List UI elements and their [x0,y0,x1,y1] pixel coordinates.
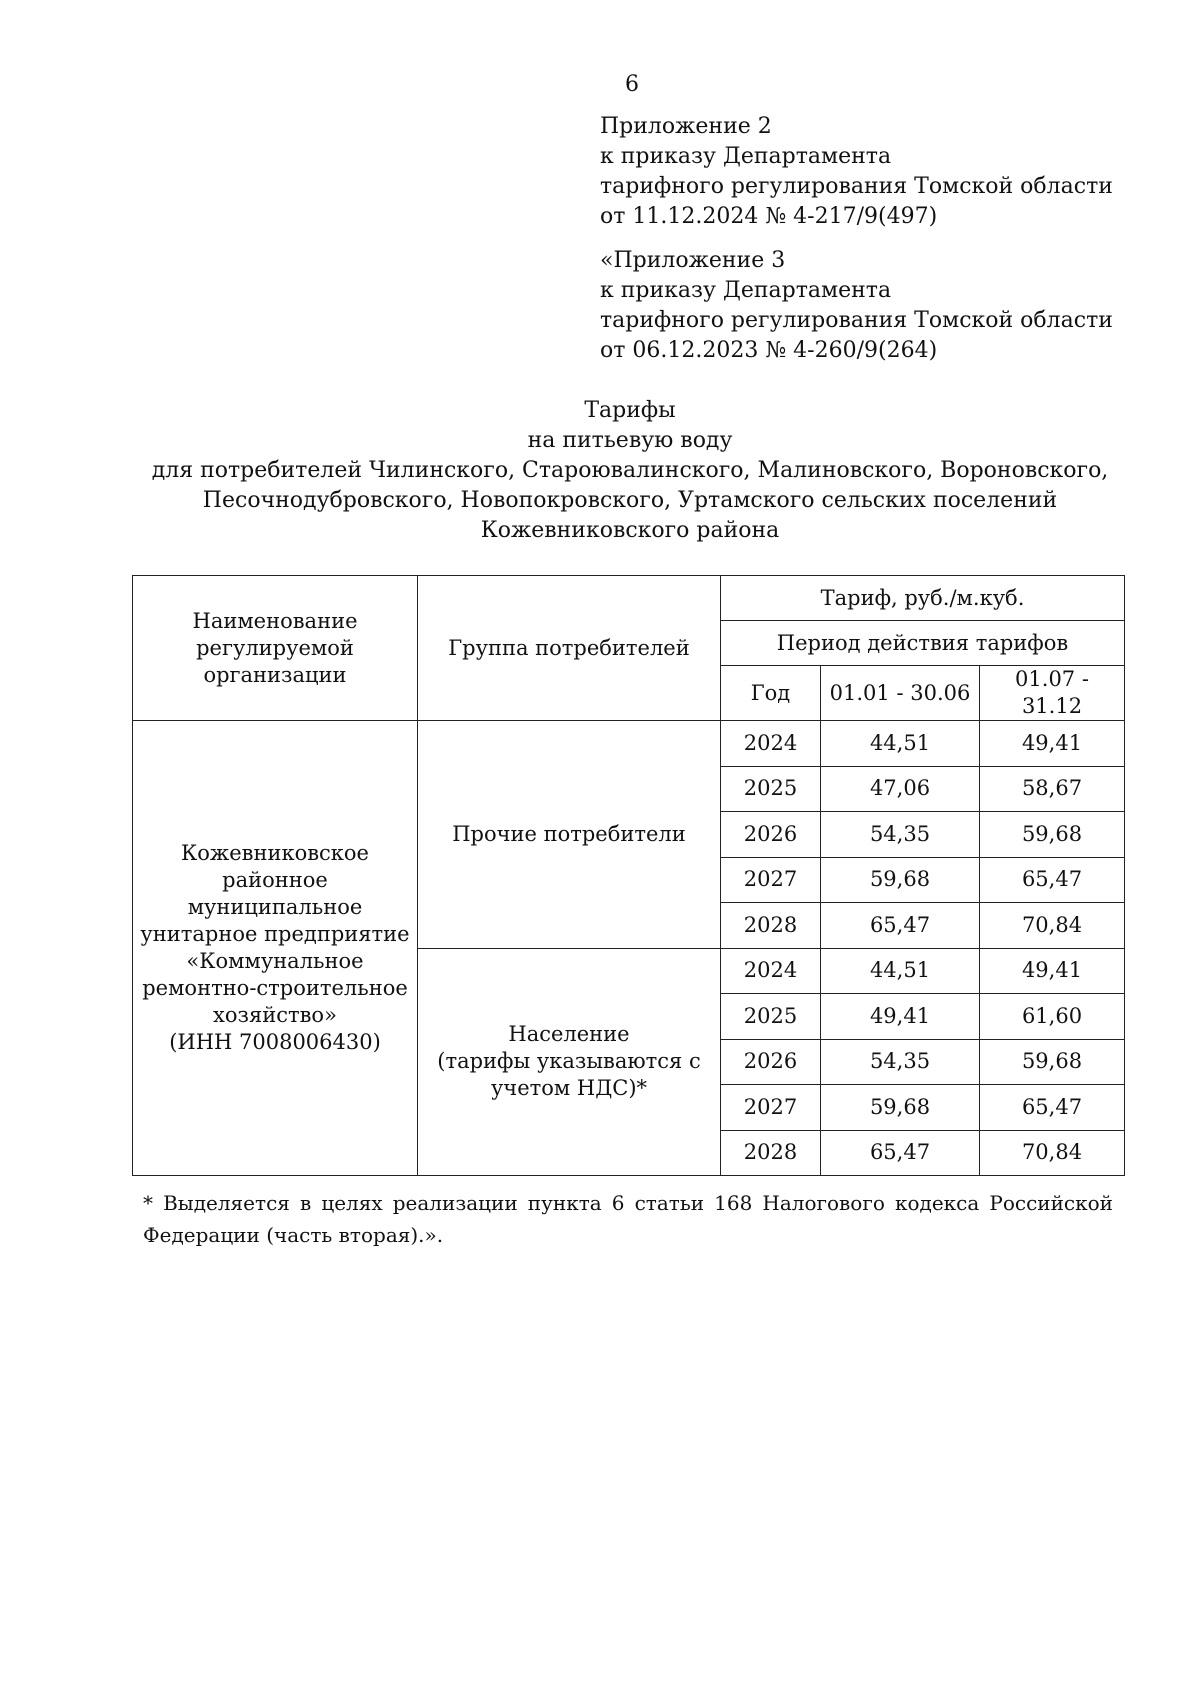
organization-cell [133,721,418,1176]
tariff-h1-cell: 44,51 [821,721,980,767]
tariff-h2-cell: 59,68 [980,1039,1125,1085]
title-line: Тарифы [584,398,676,423]
organization-line: унитарное предприятие [140,922,410,946]
appendix-line: к приказу Департамента [600,278,892,303]
header-h2-cell: 01.07 - 31.12 [980,666,1125,721]
group-line: Прочие потребители [452,821,686,846]
header-group-cell: Группа потребителей [418,576,721,721]
tariff-h1-cell: 54,35 [821,812,980,858]
appendix-line: тарифного регулирования Томской области [600,308,1113,333]
tariff-h1-cell: 65,47 [821,1130,980,1176]
organization-line: муниципальное [187,895,363,919]
tariff-h2-cell: 70,84 [980,1130,1125,1176]
appendix-line: «Приложение 3 [600,248,786,273]
organization-line: ремонтно-строительное [142,976,408,1000]
tariff-h1-cell: 47,06 [821,766,980,812]
year-cell: 2028 [721,903,821,949]
footnote: * Выделяется в целях реализации пункта 6 статьи 168 Налогового кодекса Российской Федерации (часть вторая).». [143,1191,1113,1247]
tariff-h2-cell: 59,68 [980,812,1125,858]
table-row [133,721,1125,767]
group-line: учетом НДС)* [490,1076,648,1101]
year-cell: 2027 [721,857,821,903]
header-h1-cell: 01.01 - 30.06 [821,666,980,721]
tariff-h2-cell: 65,47 [980,1085,1125,1131]
year-cell: 2028 [721,1130,821,1176]
tariff-h2-cell: 65,47 [980,857,1125,903]
title-line: Кожевниковского района [480,518,780,543]
appendix-line: от 11.12.2024 № 4-217/9(497) [600,204,938,229]
tariff-h2-cell: 70,84 [980,903,1125,949]
tariff-h1-cell: 44,51 [821,948,980,994]
appendix-line: тарифного регулирования Томской области [600,174,1113,199]
header-tariff-cell: Тариф, руб./м.куб. [721,576,1125,621]
appendix-line: от 06.12.2023 № 4-260/9(264) [600,338,938,363]
organization-line: Кожевниковское [180,841,369,865]
year-cell: 2027 [721,1085,821,1131]
year-cell: 2024 [721,721,821,767]
tariff-h1-cell: 59,68 [821,1085,980,1131]
organization-line: «Коммунальное [186,949,364,973]
title-line: для потребителей Чилинского, Староювалинского, Малиновского, Вороновского, [151,458,1109,483]
appendix-header [600,112,1113,232]
header-period-cell: Период действия тарифов [721,621,1125,666]
tariff-h1-cell: 59,68 [821,857,980,903]
page-number: 6 [625,72,639,97]
year-cell: 2026 [721,812,821,858]
organization-line: хозяйство» [213,1003,337,1027]
header-org-cell: Наименование регулируемой организации [133,576,418,721]
tariff-h2-cell: 58,67 [980,766,1125,812]
tariff-h2-cell: 49,41 [980,948,1125,994]
group-cell-population [418,948,721,1176]
tariff-h1-cell: 49,41 [821,994,980,1040]
group-line: Население [508,1022,630,1047]
header-year-cell: Год [721,666,821,721]
tariff-table [132,575,1125,1176]
tariff-h2-cell: 49,41 [980,721,1125,767]
appendix-line: Приложение 2 [600,114,772,139]
organization-line: (ИНН 7008006430) [169,1030,381,1054]
header-row [133,576,1125,621]
tariff-h1-cell: 54,35 [821,1039,980,1085]
group-line: (тарифы указываются с [437,1049,701,1074]
appendix-line: к приказу Департамента [600,144,892,169]
year-cell: 2025 [721,994,821,1040]
year-cell: 2025 [721,766,821,812]
title-line: Песочнодубровского, Новопокровского, Уртамского сельских поселений [202,488,1058,513]
document-title [0,396,1200,546]
group-cell-other [418,721,721,949]
year-cell: 2026 [721,1039,821,1085]
tariff-h1-cell: 65,47 [821,903,980,949]
tariff-h2-cell: 61,60 [980,994,1125,1040]
year-cell: 2024 [721,948,821,994]
appendix-quoted [600,246,1113,366]
title-line: на питьевую воду [527,428,733,453]
organization-line: районное [222,868,328,892]
